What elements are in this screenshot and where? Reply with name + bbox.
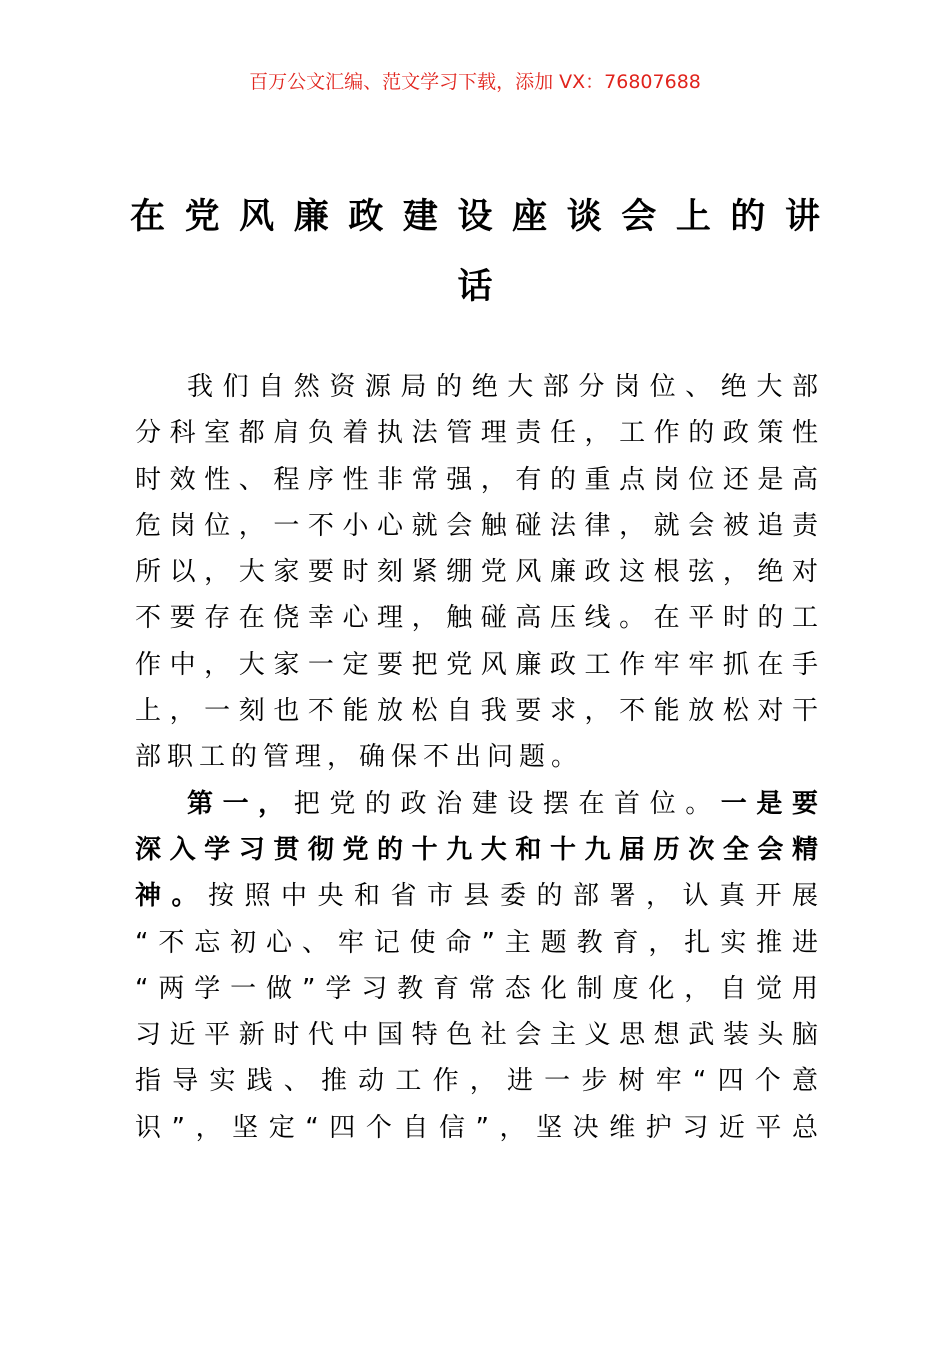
bold-phrase: 第一， xyxy=(187,788,294,819)
paragraph-line: 上，一刻也不能放松自我要求，不能放松对干 xyxy=(135,696,818,727)
paragraph-line xyxy=(135,781,818,827)
paragraph-line: 部职工的管理，确保不出问题。 xyxy=(135,742,584,773)
paragraph-line: 指导实践、推动工作，进一步树牢“四个意 xyxy=(135,1066,818,1097)
document-title-line-1: 在党风廉政建设座谈会上的讲 xyxy=(130,197,820,237)
paragraph-line: 我们自然资源局的绝大部分岗位、绝大部 xyxy=(187,372,818,402)
paragraph-line: 所以，大家要时刻紧绷党风廉政这根弦，绝对 xyxy=(135,557,818,588)
inline-text: 把党的政治建设摆在首位。 xyxy=(293,788,721,819)
paragraph-line: 识”，坚定“四个自信”，坚决维护习近平总 xyxy=(135,1112,818,1143)
paragraph-line: 深入学习贯彻党的十九大和十九届历次全会精 xyxy=(135,834,818,865)
document-body xyxy=(135,364,818,1151)
bold-phrase: 一是要 xyxy=(720,788,818,819)
paragraph-line: 时效性、程序性非常强，有的重点岗位还是高 xyxy=(135,464,818,495)
document-title-line-2: 话 xyxy=(457,267,493,307)
paragraph-line: 作中，大家一定要把党风廉政工作牢牢抓在手 xyxy=(135,649,818,680)
paragraph-line xyxy=(135,873,818,919)
bold-phrase: 神。 xyxy=(135,881,208,912)
paragraph-line: 不要存在侥幸心理，触碰高压线。在平时的工 xyxy=(135,603,818,634)
header-watermark: 百万公文汇编、范文学习下载，添加 VX：76807688 xyxy=(249,71,701,93)
paragraph-line: 分科室都肩负着执法管理责任，工作的政策性 xyxy=(135,418,818,449)
paragraph-line: 危岗位，一不小心就会触碰法律，就会被追责 xyxy=(135,510,818,541)
paragraph-line: 习近平新时代中国特色社会主义思想武装头脑 xyxy=(135,1020,818,1051)
paragraph-line: “不忘初心、牢记使命”主题教育，扎实推进 xyxy=(135,927,818,958)
paragraph-line: “两学一做”学习教育常态化制度化，自觉用 xyxy=(135,973,818,1004)
inline-text: 按照中央和省市县委的部署，认真开展 xyxy=(208,881,818,912)
